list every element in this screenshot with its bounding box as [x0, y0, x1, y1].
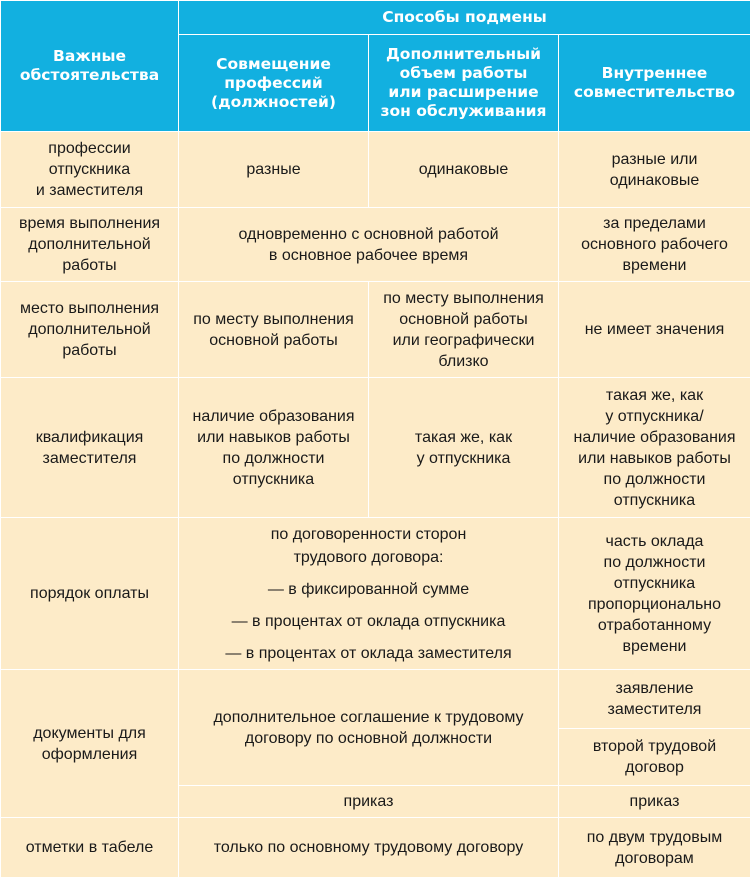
row-label: квалификация заместителя: [1, 378, 179, 518]
cell-combination-and-additional: дополнительное соглашение к трудовому договору по основной должности: [179, 670, 559, 786]
header-col-additional-work: Дополнительный объем работы или расширение зон обслуживания: [369, 35, 559, 132]
cell-internal-part-time: за пределами основного рабочего времени: [559, 208, 750, 282]
header-col-combination: Совмещение профессий (должностей): [179, 35, 369, 132]
header-group-title: Способы подмены: [179, 1, 750, 35]
cell-internal-part-time: по двум трудовым договорам: [559, 818, 750, 878]
row-label: порядок оплаты: [1, 518, 179, 670]
table-row-documents: [1, 670, 750, 729]
cell-additional-work: по месту выполнения основной работы или географически близко: [369, 282, 559, 378]
header-row-label: Важные обстоятельства: [1, 1, 179, 132]
table-row-payment: [1, 518, 750, 670]
cell-combination-and-additional: по договоренности сторон трудового договора: — в фиксированной сумме — в процентах от оклада отпускника — в процентах от оклада заместителя: [179, 518, 559, 670]
cell-order: приказ: [179, 786, 559, 818]
row-label: профессии отпускника и заместителя: [1, 132, 179, 208]
cell-combination: наличие образования или навыков работы по должности отпускника: [179, 378, 369, 518]
cell-internal-part-time: разные или одинаковые: [559, 132, 750, 208]
table-row-timesheet: [1, 818, 750, 878]
cell-internal-part-time: не имеет значения: [559, 282, 750, 378]
row-label: документы для оформления: [1, 670, 179, 818]
cell-combination-and-additional: только по основному трудовому договору: [179, 818, 559, 878]
cell-internal-part-time: такая же, как у отпускника/ наличие образования или навыков работы по должности отпускника: [559, 378, 750, 518]
cell-additional-work: одинаковые: [369, 132, 559, 208]
table-row-place: [1, 282, 750, 378]
table-row-qualification: [1, 378, 750, 518]
cell-internal-part-time-order: приказ: [559, 786, 750, 818]
cell-internal-part-time: часть оклада по должности отпускника пропорционально отработанному времени: [559, 518, 750, 670]
table-row-professions: [1, 132, 750, 208]
table-row-time: [1, 208, 750, 282]
cell-internal-part-time-contract: второй трудовой договор: [559, 729, 750, 786]
row-label: время выполнения дополнительной работы: [1, 208, 179, 282]
cell-additional-work: такая же, как у отпускника: [369, 378, 559, 518]
row-label: место выполнения дополнительной работы: [1, 282, 179, 378]
row-label: отметки в табеле: [1, 818, 179, 878]
cell-internal-part-time-application: заявление заместителя: [559, 670, 750, 729]
header-col-internal-part-time: Внутреннее совместительство: [559, 35, 750, 132]
cell-combination: разные: [179, 132, 369, 208]
cell-combination: по месту выполнения основной работы: [179, 282, 369, 378]
cell-combination-and-additional: одновременно с основной работой в основное рабочее время: [179, 208, 559, 282]
